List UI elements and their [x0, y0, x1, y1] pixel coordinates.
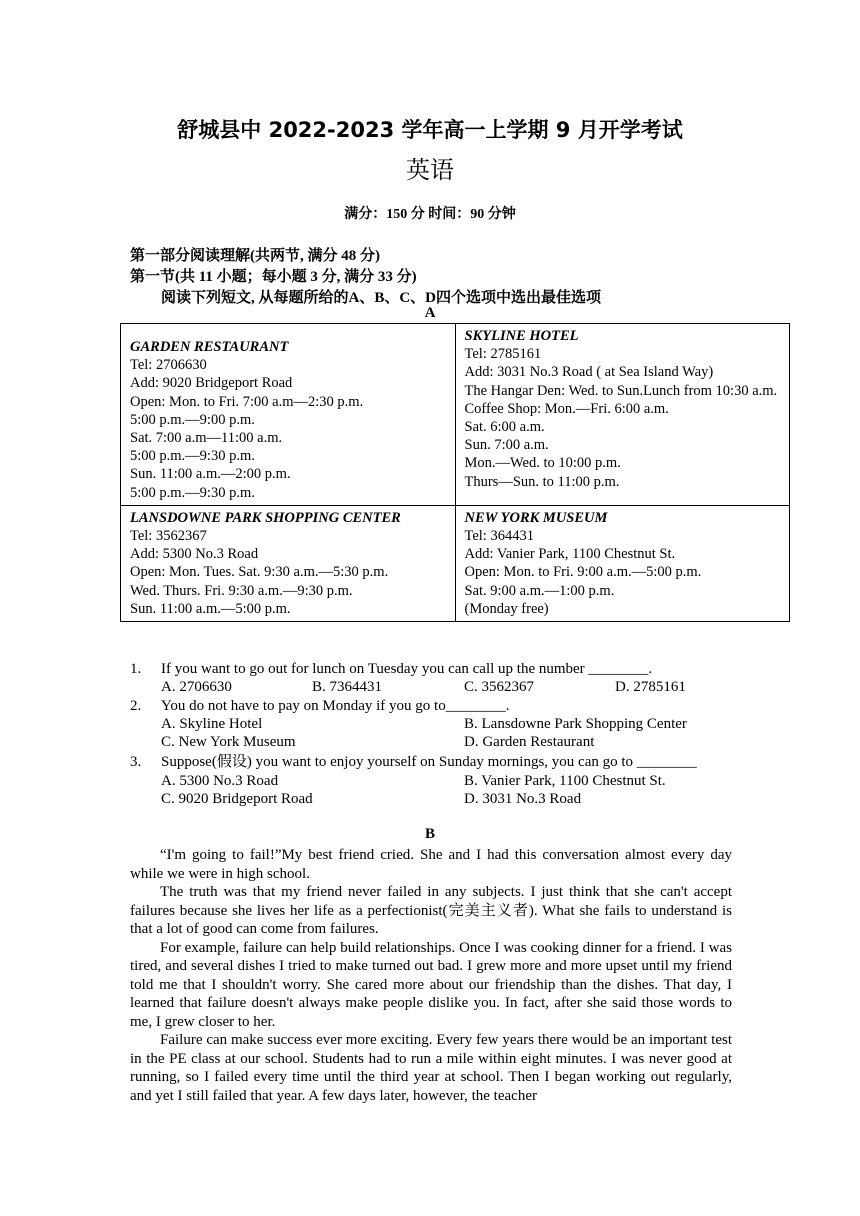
passage-paragraph: Failure can make success ever more exciting. Every few years there would be an important test in the PE class at our school. Students had to run a mile within eight minutes. I was never good at running, so I failed every time until the third year at school. Then I began working out regularly, and yet I still failed that year. A few days later, however, the teacher — [130, 1032, 732, 1104]
passage-b-label: B — [424, 826, 435, 842]
option-a[interactable]: A. 2706630 — [161, 679, 232, 695]
skyline-line: Mon.—Wed. to 10:00 p.m. — [464, 455, 621, 472]
option-a[interactable]: A. Skyline Hotel — [161, 716, 263, 732]
museum-line: Add: Vanier Park, 1100 Chestnut St. — [464, 546, 676, 563]
subject-title: 英语 — [406, 156, 454, 184]
info-table — [120, 323, 790, 622]
passage-paragraph: “I'm going to fail!”My best friend cried. She and I had this conversation almost every day while we were in high school. — [130, 847, 732, 882]
garden-line: 5:00 p.m.—9:30 p.m. — [130, 484, 255, 501]
option-c[interactable]: C. 9020 Bridgeport Road — [161, 791, 313, 807]
option-b[interactable]: B. 7364431 — [312, 679, 383, 695]
option-b[interactable]: B. Vanier Park, 1100 Chestnut St. — [464, 773, 666, 789]
lansdowne-line: Open: Mon. Tues. Sat. 9:30 a.m.—5:30 p.m. — [130, 564, 389, 581]
lansdowne-name: LANSDOWNE PARK SHOPPING CENTER — [130, 509, 401, 526]
skyline-line: Sat. 6:00 a.m. — [464, 419, 545, 436]
garden-name: GARDEN RESTAURANT — [130, 339, 289, 355]
directions: 阅读下列短文, 从每题所给的A、B、C、D四个选项中选出最佳选项 — [161, 290, 602, 306]
skyline-line: The Hangar Den: Wed. to Sun.Lunch from 10:30 a.m. — [464, 382, 778, 399]
museum-line: (Monday free) — [464, 600, 549, 617]
passage-paragraph: For example, failure can help build relationships. Once I was cooking dinner for a friend. I was tired, and several dishes I tried to make turned out bad. I grew more and more upset until my friend told me that I shouldn't worry. She cared more about our friendship than the dishes. That day, I learned that failure doesn't always make people dislike you. In fact, after she said those words to me, I grew closer to her. — [130, 939, 732, 1030]
garden-line: Tel: 2706630 — [130, 357, 207, 374]
passage-b — [130, 846, 732, 1105]
skyline-name: SKYLINE HOTEL — [464, 328, 579, 344]
garden-line: Sun. 11:00 a.m.—2:00 p.m. — [130, 466, 291, 483]
garden-line: 5:00 p.m.—9:30 p.m. — [130, 448, 255, 465]
part-heading: 第一部分阅读理解(共两节, 满分 48 分) — [130, 248, 380, 264]
skyline-line: Coffee Shop: Mon.—Fri. 6:00 a.m. — [464, 400, 669, 417]
garden-line: Add: 9020 Bridgeport Road — [130, 375, 293, 392]
garden-line: Sat. 7:00 a.m—11:00 a.m. — [130, 430, 283, 447]
lansdowne-cell — [121, 505, 456, 621]
question-stem: Suppose(假设) you want to enjoy yourself on Sunday mornings, you can go to ________ — [161, 754, 697, 770]
museum-line: Tel: 364431 — [464, 528, 534, 545]
skyline-line: Add: 3031 No.3 Road ( at Sea Island Way) — [464, 364, 714, 381]
question-stem: You do not have to pay on Monday if you go to________. — [161, 698, 510, 714]
option-b[interactable]: B. Lansdowne Park Shopping Center — [464, 716, 687, 732]
museum-line: Open: Mon. to Fri. 9:00 a.m.—5:00 p.m. — [464, 564, 702, 581]
lansdowne-line: Sun. 11:00 a.m.—5:00 p.m. — [130, 600, 291, 617]
score-time: 满分：150 分 时间：90 分钟 — [344, 207, 516, 222]
museum-line: Sat. 9:00 a.m.—1:00 p.m. — [464, 582, 615, 599]
garden-line: Open: Mon. to Fri. 7:00 a.m—2:30 p.m. — [130, 393, 364, 410]
question-stem: If you want to go out for lunch on Tuesday you can call up the number ________. — [161, 661, 653, 677]
option-d[interactable]: D. 2785161 — [615, 679, 686, 695]
option-d[interactable]: D. 3031 No.3 Road — [464, 791, 582, 807]
skyline-line: Tel: 2785161 — [464, 346, 542, 363]
lansdowne-line: Wed. Thurs. Fri. 9:30 a.m.—9:30 p.m. — [130, 582, 353, 599]
skyline-line: Thurs—Sun. to 11:00 p.m. — [464, 473, 620, 490]
skyline-line: Sun. 7:00 a.m. — [464, 437, 549, 454]
option-c[interactable]: C. 3562367 — [464, 679, 535, 695]
question-number: 2. — [130, 698, 142, 714]
lansdowne-line: Tel: 3562367 — [130, 528, 207, 545]
garden-cell — [121, 324, 456, 506]
option-c[interactable]: C. New York Museum — [161, 734, 296, 750]
section-heading: 第一节(共 11 小题；每小题 3 分, 满分 33 分) — [130, 269, 417, 285]
exam-title: 舒城县中 2022-2023 学年高一上学期 9 月开学考试 — [177, 118, 683, 142]
option-d[interactable]: D. Garden Restaurant — [464, 734, 595, 750]
garden-line: 5:00 p.m.—9:00 p.m. — [130, 411, 255, 428]
option-a[interactable]: A. 5300 No.3 Road — [161, 773, 279, 789]
passage-paragraph: The truth was that my friend never failed in any subjects. I just think that she can't accept failures because she lives her life as a perfectionist(完美主义者). What she fails to understand is that a lot of good can come from failures. — [130, 884, 732, 937]
lansdowne-line: Add: 5300 No.3 Road — [130, 546, 259, 563]
skyline-cell — [455, 324, 790, 506]
question-number: 1. — [130, 661, 142, 677]
museum-name: NEW YORK MUSEUM — [464, 509, 608, 526]
museum-cell — [455, 505, 790, 621]
passage-a-label: A — [424, 305, 436, 321]
question-number: 3. — [130, 754, 142, 770]
